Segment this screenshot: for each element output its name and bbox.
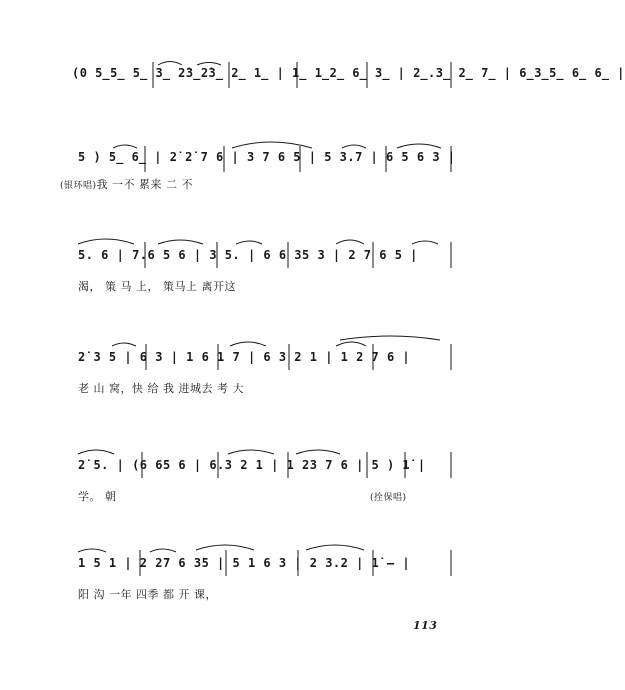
lyrics-text-5: 学。 朝 <box>78 490 117 503</box>
score-line-6 <box>0 544 505 604</box>
lyrics-line-5 <box>78 488 117 504</box>
speaker-label-yinhuan: (银环唱) <box>60 181 97 191</box>
page-number: 113 <box>413 619 438 632</box>
lyrics-text-2: 我 一不 累来 二 不 <box>96 178 194 191</box>
notation-line-2: 5 ) 5̲ 6̲ | 2̇ 2̇ 7 6 | 3 7 6 5 | 5 3.7 | 6 5 6 3 | <box>78 150 456 164</box>
slur-marks-6 <box>0 544 505 584</box>
lyrics-line-6: 阳 沟 一年 四季 都 开 课， <box>78 588 217 601</box>
slur-marks-3 <box>0 236 505 276</box>
slur-marks-4 <box>0 338 505 378</box>
speaker-label-shuanbao: (拴保唱) <box>370 493 407 503</box>
notation-line-6: 1 5 1 | 2 27 6 35 | 5 1 6 3 | 2 3.2 | 1̇ – | <box>78 556 411 570</box>
score-line-1 <box>0 60 625 120</box>
lyrics-line-3: 渴， 策 马 上， 策马上 离开这 <box>78 280 236 293</box>
notation-line-3: 5. 6 | 7.6 5 6 | 3 5. | 6 6 35 3 | 2 7 6 5 | <box>78 248 418 262</box>
score-line-5 <box>0 446 505 506</box>
score-line-2 <box>0 144 505 204</box>
notation-line-5: 2̇ 5. | (6 65 6 | 6.3 2 1 | 1 23 7 6 | 5 ) 1̇ | <box>78 458 426 472</box>
score-line-4 <box>0 338 505 398</box>
slur-marks-5 <box>0 446 505 486</box>
notation-line-1: (0 5̲5̲ 5̲ 3̲ 2̇3̲2̇3̲ 2̲ 1̲ | 1̲ 1̲2̲ 6̲ 3̲ | 2̲.3̲ 2̲ 7̲ | 6̲3̲5̲ 6̲ 6̲ | <box>72 66 625 80</box>
slur-marks-2 <box>0 144 505 184</box>
lyrics-line-4: 老 山 窝，快 给 我 进城去 考 大 <box>78 382 244 395</box>
score-line-3 <box>0 236 505 296</box>
notation-line-4: 2̇ 3 5 | 6 3 | 1 6 1 7 | 6 3 2 1 | 1 2 7 6 | <box>78 350 411 364</box>
slur-marks-1 <box>0 60 505 100</box>
